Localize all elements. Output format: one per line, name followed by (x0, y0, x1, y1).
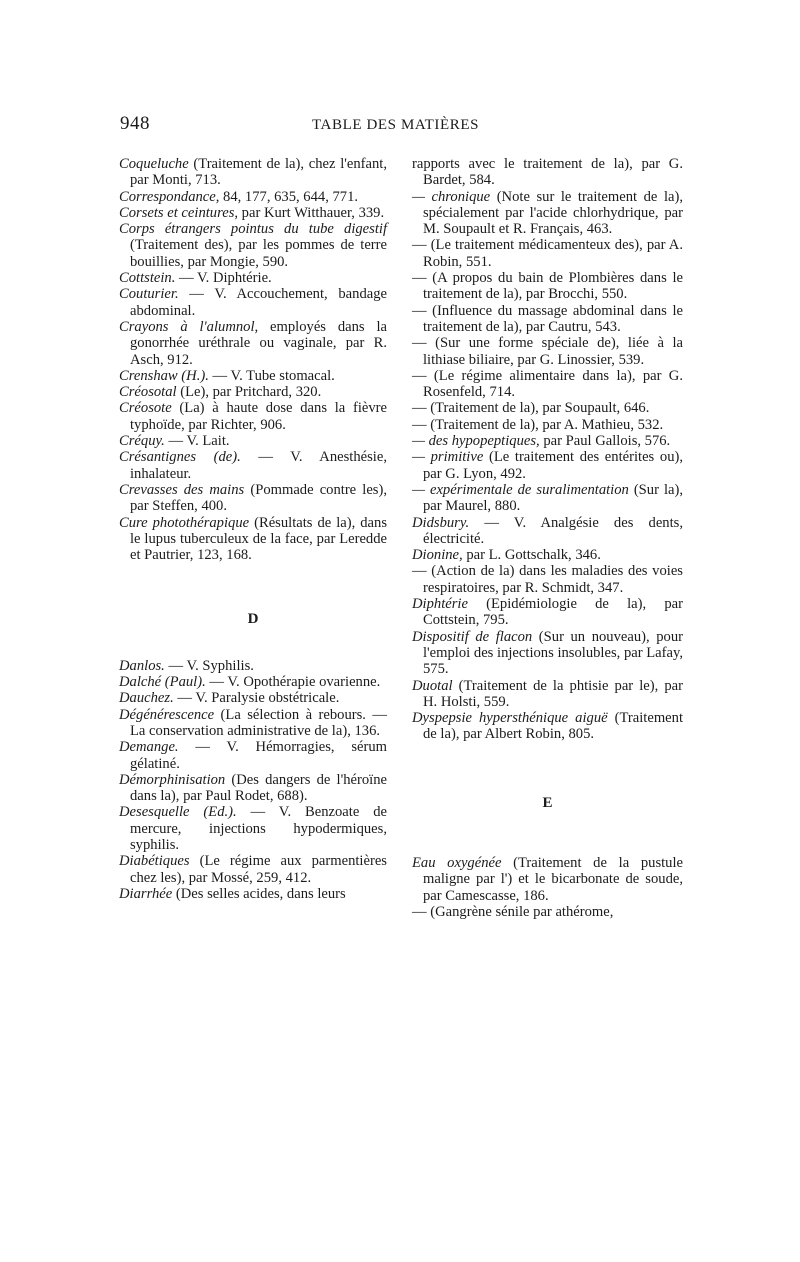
entry-text: rapports avec le traitement de la), par G. Bardet, 584. (412, 156, 683, 189)
entry-text: (Traitement de la pustule maligne par l') et le bicarbonate de soude, par Camescasse, 186. (423, 854, 684, 904)
index-entry (119, 400, 387, 433)
entry-text: par L. Gottschalk, 346. (462, 547, 601, 564)
index-entry (412, 400, 683, 416)
entry-heading: Duotal (412, 677, 453, 694)
entry-heading: Démorphinisation (119, 771, 226, 788)
section-heading-d: D (247, 611, 259, 628)
entry-text: (Résultats de la), dans le lupus tuberculeux de la face, par Leredde et Pautrier, 123, 168. (130, 514, 387, 564)
entry-text: — (Sur une forme spéciale de), liée à la lithiase biliaire, par G. Linossier, 539. (412, 335, 683, 368)
entry-text: — V. Analgésie des dents, électricité. (423, 514, 683, 547)
index-entry (412, 433, 683, 449)
index-entry (412, 855, 683, 904)
entry-text: par Paul Gallois, 576. (539, 433, 671, 450)
entry-heading: Dispositif de flacon (412, 628, 533, 645)
entry-text: — V. Hémorragies, sérum gélatiné. (130, 739, 387, 772)
index-entry (119, 690, 387, 706)
section-heading-e: E (542, 794, 553, 811)
entry-text: — (Le régime alimentaire dans la), par G. Rosenfeld, 714. (412, 367, 683, 401)
index-entry (412, 335, 683, 368)
entry-heading: Correspondance, (119, 188, 220, 205)
entries-c-list (119, 156, 387, 563)
entry-text: (Traitement de la phtisie par le), par H. Holsti, 559. (423, 677, 683, 710)
entries-d-list (119, 658, 387, 902)
entry-text: (Epidémiologie de la), par Cottstein, 795. (423, 596, 683, 629)
entry-heading: — des hypopeptiques, (412, 433, 540, 450)
entry-heading: Eau oxygénée (412, 854, 502, 871)
entry-text: — V. Syphilis. (164, 657, 254, 674)
index-entry (412, 547, 683, 563)
entry-text: (La) à haute dose dans la fièvre typhoïde, par Richter, 906. (130, 400, 387, 433)
entry-text: — (Traitement de la), par A. Mathieu, 532. (412, 416, 664, 433)
index-entry (412, 678, 683, 711)
index-entry (412, 417, 683, 433)
index-entry (119, 205, 387, 221)
index-entry (412, 237, 683, 270)
index-entry (119, 804, 387, 853)
entry-text: — V. Lait. (164, 433, 230, 450)
index-entry (412, 710, 683, 743)
index-entry (412, 629, 683, 678)
entry-text: — (Influence du massage abdominal dans le traitement de la), par Cautru, 543. (412, 302, 683, 335)
entry-text: (Note sur le traitement de la), spécialement par l'acide chlorhydrique, par M. Soupault et R. Français, 463. (423, 188, 683, 238)
entry-text: — (Action de la) dans les maladies des voies respiratoires, par R. Schmidt, 347. (412, 563, 683, 596)
entry-text: — V. Benzoate de mercure, injections hypodermiques, syphilis. (130, 804, 388, 853)
entry-heading: Crenshaw (H.). (119, 367, 209, 384)
entry-heading: Demange. (119, 739, 179, 756)
entries-e-list (412, 855, 683, 920)
entry-heading: Diarrhée (119, 885, 173, 902)
entry-heading: Corps étrangers pointus du tube digestif (119, 221, 387, 238)
index-entry (412, 449, 683, 482)
entry-heading: Crésantignes (de). (119, 449, 241, 466)
entry-text: — V. Accouchement, bandage abdominal. (130, 286, 387, 319)
index-entry (412, 482, 683, 515)
entry-heading: Danlos. (119, 657, 165, 674)
index-entry (412, 270, 683, 303)
index-entry (412, 563, 683, 596)
entry-text: — V. Opothérapie ovarienne. (205, 674, 381, 691)
entry-heading: Dauchez. (119, 690, 174, 707)
entry-heading: Créosote (119, 400, 172, 417)
entry-heading: Cottstein. (119, 270, 176, 287)
index-entry (119, 286, 387, 319)
index-entry (412, 596, 683, 629)
entry-heading: Corsets et ceintures, (119, 204, 239, 221)
entry-text: (Traitement des), par les pommes de terre bouillies, par Mongie, 590. (130, 237, 387, 270)
entry-heading: Dégénérescence (119, 706, 215, 723)
entry-text: (Traitement de la), chez l'enfant, par Monti, 713. (130, 156, 387, 189)
entry-heading: — expérimentale de suralimentation (412, 481, 629, 498)
entry-text: (Des selles acides, dans leurs (172, 885, 346, 902)
entry-text: — (A propos du bain de Plombières dans le traitement de la), par Brocchi, 550. (412, 270, 683, 303)
index-entry (119, 189, 387, 205)
entry-text: (La sélection à rebours. — La conservation administrative de la), 136. (130, 706, 387, 739)
index-entry (119, 482, 387, 515)
entry-heading: Diabétiques (119, 853, 190, 870)
entry-text: — (Traitement de la), par Soupault, 646. (412, 400, 650, 417)
entry-text: — (Le traitement médicamenteux des), par A. Robin, 551. (412, 237, 683, 270)
entry-text: par Kurt Witthauer, 339. (238, 204, 385, 221)
entry-heading: Didsbury. (412, 514, 470, 531)
entry-heading: Dyspepsie hypersthénique aiguë (412, 710, 608, 727)
entry-heading: Dalché (Paul). (119, 674, 206, 691)
entry-heading: Crevasses des mains (119, 481, 245, 498)
entry-heading: Coqueluche (119, 156, 189, 172)
index-entry (119, 515, 387, 564)
index-entry (119, 886, 387, 902)
page-number: 948 (120, 113, 150, 134)
entry-text: (Sur un nouveau), pour l'emploi des injections insolubles, par Lafay, 575. (423, 628, 683, 678)
index-entry (119, 270, 387, 286)
entry-heading: Cure photothérapique (119, 514, 250, 531)
entry-text: (Sur la), par Maurel, 880. (423, 481, 683, 515)
entry-text: (Des dangers de l'héroïne dans la), par Paul Rodet, 688). (130, 771, 387, 805)
index-entry (119, 658, 387, 674)
index-entry (119, 384, 387, 400)
entry-text: — (Gangrène sénile par athérome, (412, 903, 614, 920)
left-column (119, 156, 387, 902)
entry-text: — V. Anesthésie, inhalateur. (130, 449, 387, 482)
entry-text: (Le traitement des entérites ou), par G. Lyon, 492. (423, 449, 683, 482)
index-entry (412, 189, 683, 238)
index-entry (119, 853, 387, 886)
entry-heading: Couturier. (119, 286, 179, 303)
index-entry (119, 433, 387, 449)
entry-heading: — chronique (412, 188, 491, 205)
entry-heading: Desesquelle (Ed.). (119, 804, 237, 821)
right-column (412, 156, 683, 920)
entry-text: — V. Tube stomacal. (208, 367, 335, 384)
entry-text: (Le), par Pritchard, 320. (176, 384, 322, 401)
entry-text: — V. Diphtérie. (175, 270, 272, 287)
index-entry (119, 221, 387, 270)
entry-text: employés dans la gonorrhée uréthrale ou vaginale, par R. Asch, 912. (130, 318, 387, 368)
index-entry (119, 319, 387, 368)
entry-heading: Créosotal (119, 384, 177, 401)
index-entry (412, 904, 683, 920)
entries-d-continued-list (412, 156, 683, 743)
index-entry (412, 515, 683, 548)
index-entry (412, 368, 683, 401)
index-entry (119, 707, 387, 740)
index-entry (412, 156, 683, 189)
entry-text: (Traitement de la), par Albert Robin, 805. (423, 710, 683, 743)
entry-heading: Dionine, (412, 547, 463, 564)
running-title: TABLE DES MATIÈRES (312, 117, 480, 133)
entry-heading: Crayons à l'alumnol, (119, 318, 259, 335)
entry-text: (Pommade contre les), par Steffen, 400. (130, 481, 387, 515)
entry-text: 84, 177, 635, 644, 771. (219, 188, 359, 205)
index-entry (412, 303, 683, 336)
entry-text: (Le régime aux parmentières chez les), par Mossé, 259, 412. (130, 853, 387, 886)
index-entry (119, 739, 387, 772)
entry-text: — V. Paralysie obstétricale. (173, 690, 340, 707)
index-entry (119, 156, 387, 189)
index-entry (119, 772, 387, 805)
entry-heading: — primitive (412, 449, 484, 466)
entry-heading: Diphtérie (412, 596, 468, 613)
index-entry (119, 674, 387, 690)
index-entry (119, 368, 387, 384)
index-entry (119, 449, 387, 482)
entry-heading: Créquy. (119, 433, 165, 450)
